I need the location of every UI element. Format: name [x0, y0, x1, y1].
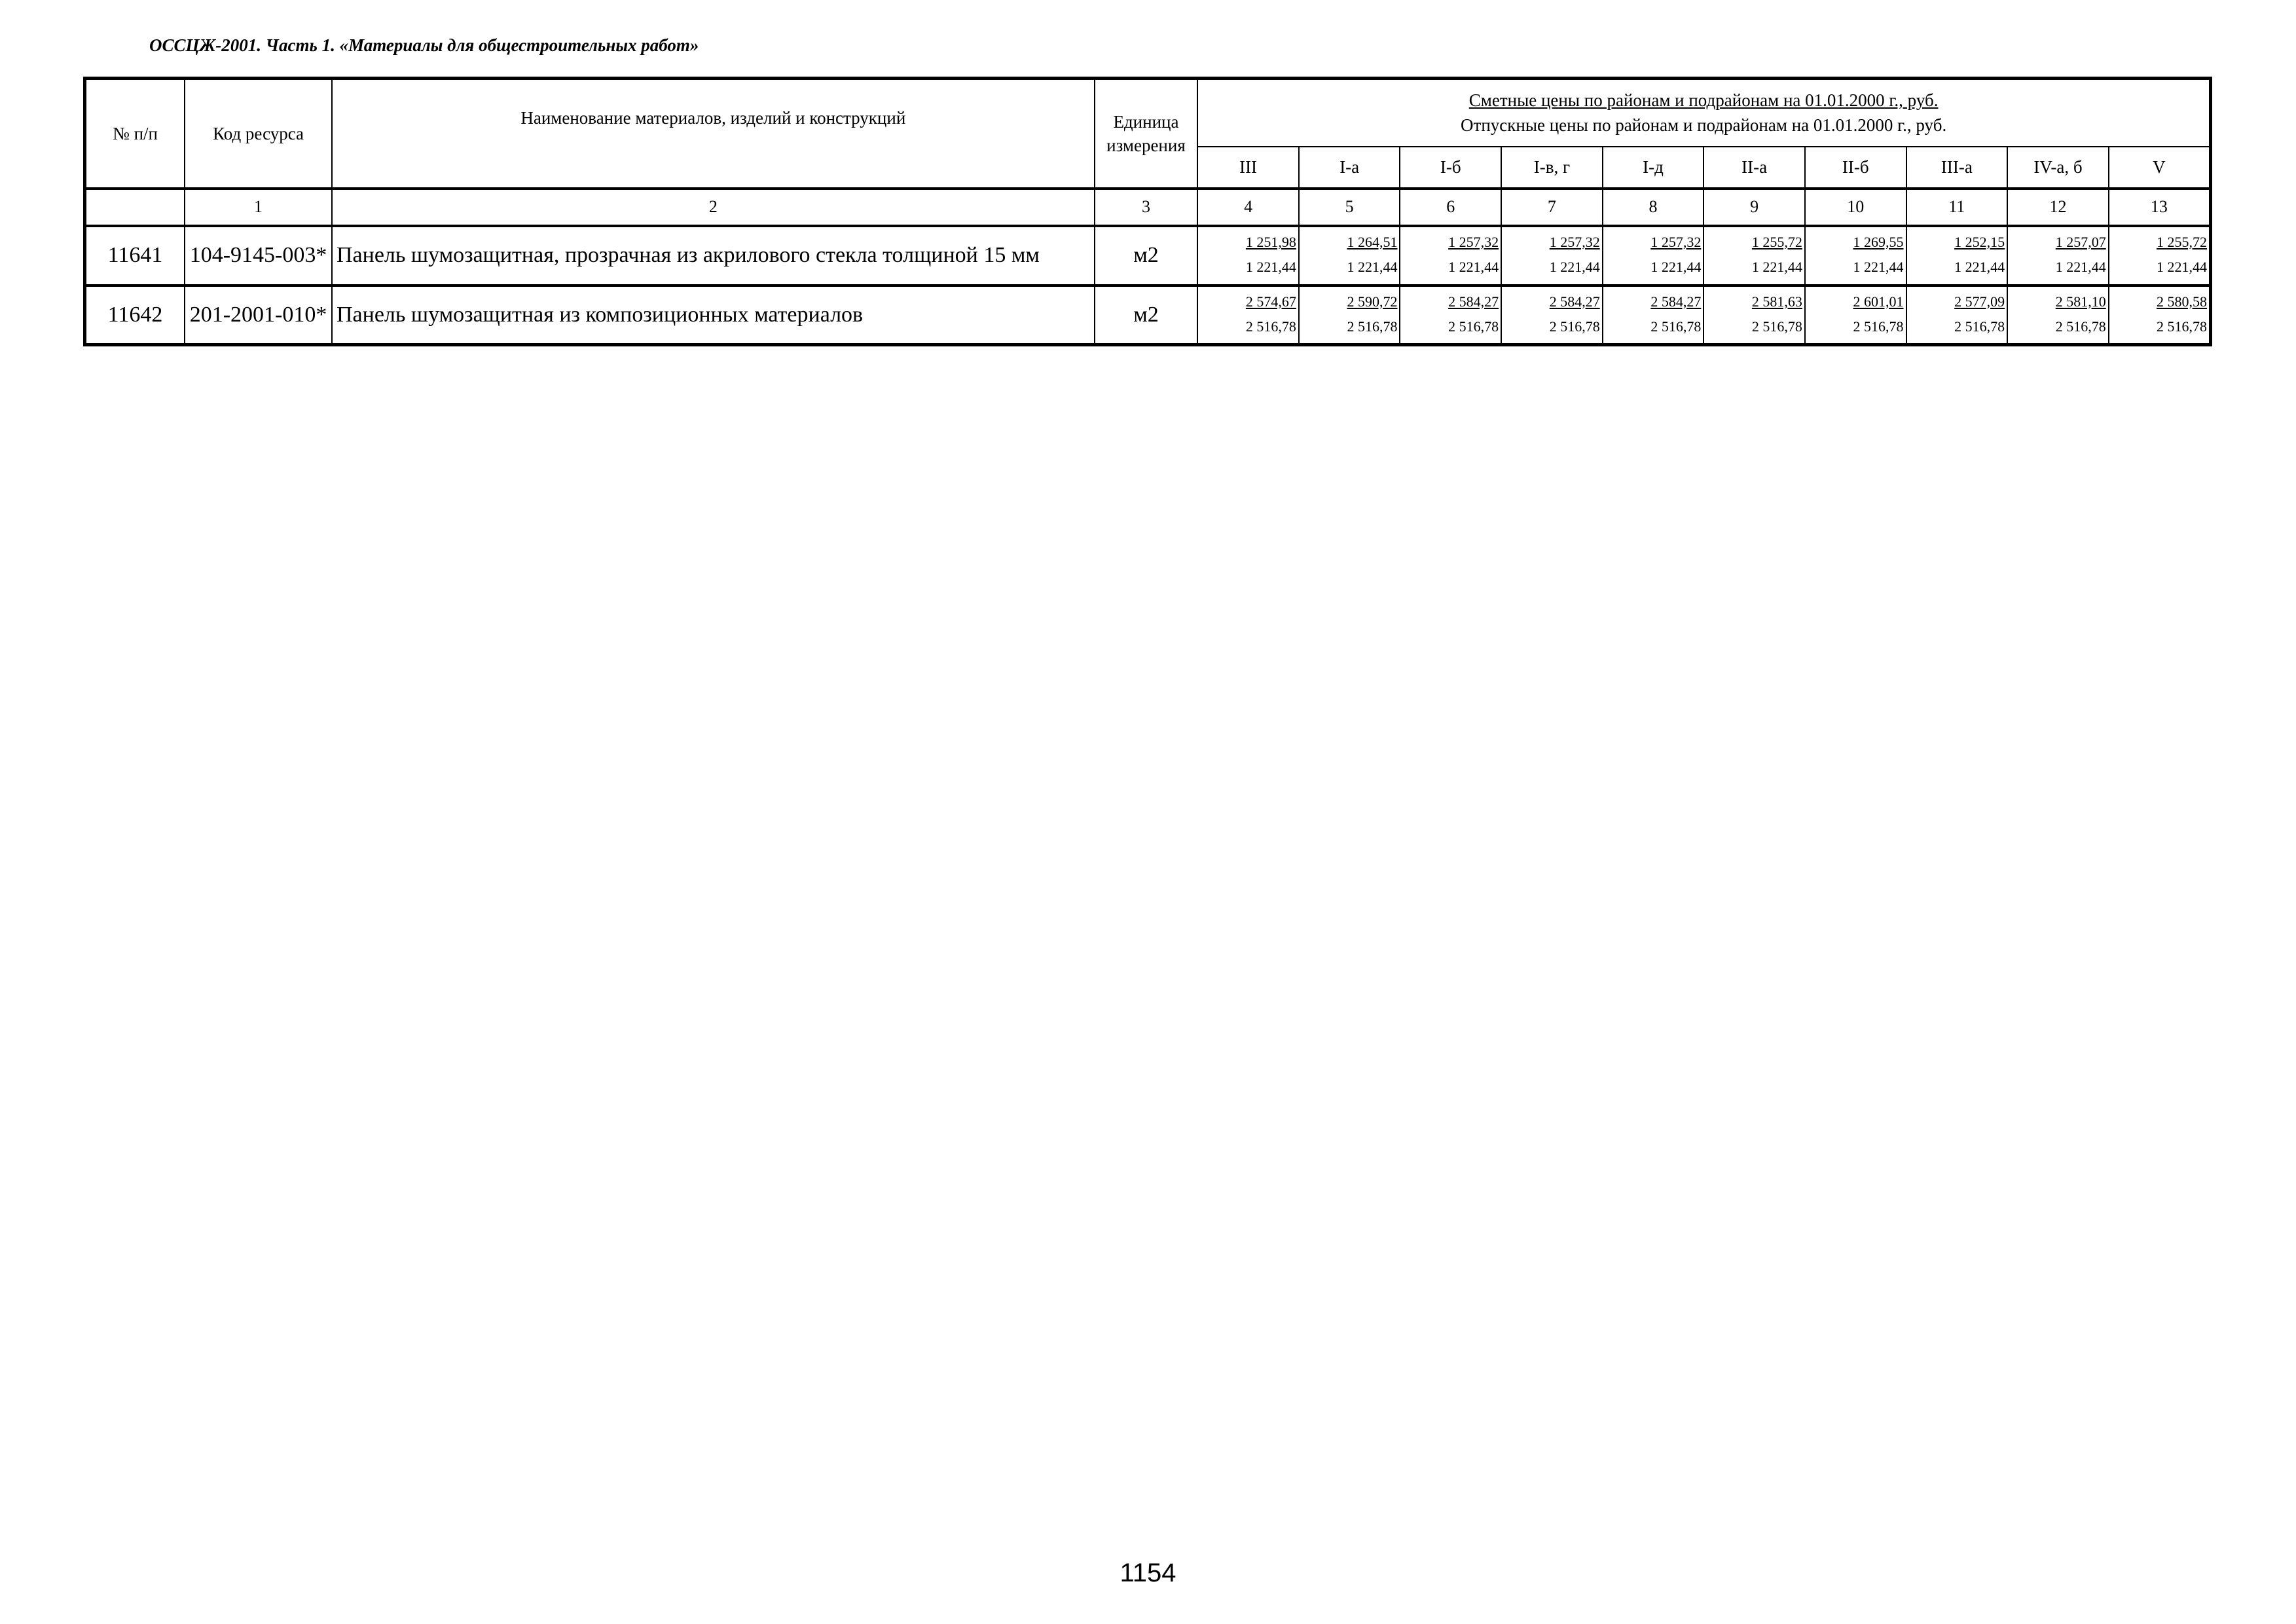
price-cell [1299, 226, 1400, 286]
release-price: 1 221,44 [1347, 259, 1398, 275]
table-row [85, 286, 2211, 345]
column-number: 12 [2007, 189, 2109, 226]
release-price: 1 221,44 [1751, 259, 1802, 275]
row-num: 11641 [85, 226, 185, 286]
region-header: IV-а, б [2007, 147, 2109, 189]
price-cell [1704, 286, 1805, 345]
price-cell [1603, 286, 1704, 345]
release-price: 1 221,44 [2157, 259, 2207, 275]
price-cell [1299, 286, 1400, 345]
column-number: 13 [2109, 189, 2211, 226]
price-cell [1906, 286, 2008, 345]
price-cell [1805, 286, 1906, 345]
estimate-price: 2 584,27 [1650, 293, 1702, 310]
estimate-price: 1 251,98 [1245, 234, 1296, 250]
region-header: III [1197, 147, 1299, 189]
price-cell [2109, 226, 2211, 286]
estimate-price: 1 257,32 [1549, 234, 1600, 250]
estimate-price: 1 257,32 [1650, 234, 1702, 250]
release-price: 1 221,44 [1448, 259, 1499, 275]
release-price: 2 516,78 [2157, 318, 2207, 335]
price-cell [1603, 226, 1704, 286]
price-cell [2109, 286, 2211, 345]
price-cell [1197, 226, 1299, 286]
price-cell [1704, 226, 1805, 286]
estimate-price: 1 252,15 [1954, 234, 2005, 250]
document-header: ОССЦЖ-2001. Часть 1. «Материалы для общестроительных работ» [149, 35, 699, 55]
release-price: 1 221,44 [1549, 259, 1600, 275]
column-number: 1 [185, 189, 332, 226]
price-cell [1906, 226, 2008, 286]
price-title-estimate: Сметные цены по районам и подрайонам на 01.01.2000 г., руб. [1468, 90, 1939, 111]
column-number [85, 189, 185, 226]
price-cell [1501, 226, 1603, 286]
column-number: 3 [1095, 189, 1198, 226]
estimate-price: 1 257,07 [2055, 234, 2106, 250]
row-unit: м2 [1095, 286, 1198, 345]
price-cell [1400, 226, 1501, 286]
region-header: I-д [1603, 147, 1704, 189]
region-header: I-а [1299, 147, 1400, 189]
estimate-price: 1 269,55 [1853, 234, 1904, 250]
region-header: I-б [1400, 147, 1501, 189]
estimate-price: 2 584,27 [1549, 293, 1600, 310]
column-number: 8 [1603, 189, 1704, 226]
column-number: 7 [1501, 189, 1603, 226]
region-header: I-в, г [1501, 147, 1603, 189]
price-cell [1805, 226, 1906, 286]
estimate-price: 2 577,09 [1954, 293, 2005, 310]
release-price: 1 221,44 [1650, 259, 1702, 275]
estimate-price: 2 581,10 [2055, 293, 2106, 310]
release-price: 2 516,78 [1954, 318, 2005, 335]
release-price: 2 516,78 [1347, 318, 1398, 335]
estimate-price: 1 255,72 [1751, 234, 1802, 250]
page-number: 1154 [1120, 1559, 1176, 1587]
row-name: Панель шумозащитная из композиционных материалов [332, 286, 1095, 345]
release-price: 2 516,78 [2055, 318, 2106, 335]
estimate-price: 2 584,27 [1448, 293, 1499, 310]
header-unit-line1: Единица [1113, 111, 1179, 132]
column-number: 11 [1906, 189, 2008, 226]
price-cell [1501, 286, 1603, 345]
column-number: 6 [1400, 189, 1501, 226]
release-price: 2 516,78 [1549, 318, 1600, 335]
estimate-price: 2 581,63 [1751, 293, 1802, 310]
header-name: Наименование материалов, изделий и конструкций [332, 79, 1095, 189]
row-num: 11642 [85, 286, 185, 345]
estimate-price: 2 601,01 [1853, 293, 1904, 310]
estimate-price: 2 580,58 [2157, 293, 2207, 310]
region-header: V [2109, 147, 2211, 189]
column-number: 2 [332, 189, 1095, 226]
release-price: 2 516,78 [1853, 318, 1904, 335]
column-number: 10 [1805, 189, 1906, 226]
header-num: № п/п [85, 79, 185, 189]
price-cell [1197, 286, 1299, 345]
row-code: 104-9145-003* [185, 226, 332, 286]
header-unit [1095, 79, 1198, 189]
release-price: 2 516,78 [1448, 318, 1499, 335]
release-price: 2 516,78 [1751, 318, 1802, 335]
header-unit-line2: измерения [1106, 135, 1186, 155]
column-number: 4 [1197, 189, 1299, 226]
estimate-price: 1 257,32 [1448, 234, 1499, 250]
row-code: 201-2001-010* [185, 286, 332, 345]
estimate-price: 1 255,72 [2157, 234, 2207, 250]
region-header: II-б [1805, 147, 1906, 189]
release-price: 1 221,44 [2055, 259, 2106, 275]
release-price: 2 516,78 [1650, 318, 1702, 335]
estimate-price: 2 574,67 [1245, 293, 1296, 310]
estimate-price: 2 590,72 [1347, 293, 1398, 310]
column-number: 9 [1704, 189, 1805, 226]
estimate-price: 1 264,51 [1347, 234, 1398, 250]
release-price: 1 221,44 [1245, 259, 1296, 275]
price-title-release: Отпускные цены по районам и подрайонам на 01.01.2000 г., руб. [1461, 115, 1947, 136]
column-number: 5 [1299, 189, 1400, 226]
price-cell [1400, 286, 1501, 345]
price-cell [2007, 226, 2109, 286]
header-price-group [1197, 79, 2210, 147]
release-price: 1 221,44 [1954, 259, 2005, 275]
release-price: 2 516,78 [1245, 318, 1296, 335]
header-code: Код ресурса [185, 79, 332, 189]
release-price: 1 221,44 [1853, 259, 1904, 275]
region-header: II-а [1704, 147, 1805, 189]
row-name: Панель шумозащитная, прозрачная из акрилового стекла толщиной 15 мм [332, 226, 1095, 286]
row-unit: м2 [1095, 226, 1198, 286]
region-header: III-а [1906, 147, 2008, 189]
table-row [85, 226, 2211, 286]
price-table [83, 77, 2212, 346]
price-cell [2007, 286, 2109, 345]
